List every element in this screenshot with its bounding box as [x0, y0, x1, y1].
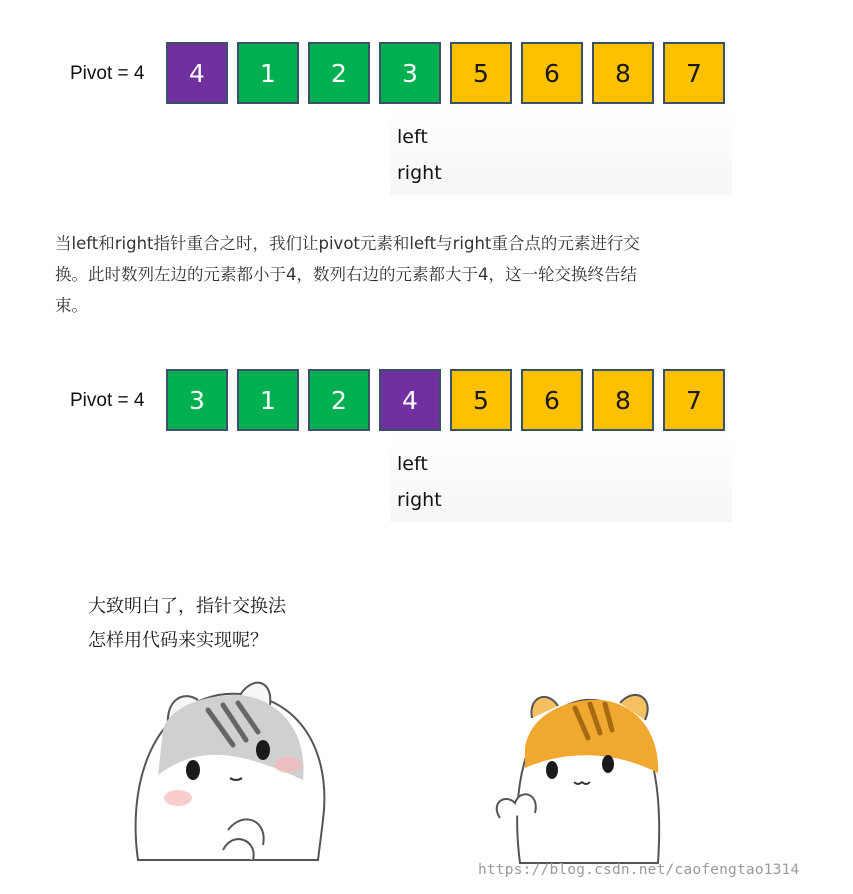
- left-pointer-label: left: [397, 126, 428, 148]
- orange-hamster-illustration: [490, 678, 670, 868]
- cartoon-caption-line-2: 怎样用代码来实现呢？: [88, 630, 268, 651]
- left-pointer-label: left: [397, 453, 428, 475]
- watermark-url: https://blog.csdn.net/caofengtao1314: [478, 862, 800, 878]
- pivot-label: Pivot = 4: [70, 63, 145, 84]
- array-cell: 6: [521, 369, 583, 431]
- grey-hamster-illustration: [128, 670, 348, 870]
- right-pointer-label: right: [397, 162, 442, 184]
- array-cell: 5: [450, 42, 512, 104]
- explanation-paragraph: [55, 228, 745, 321]
- right-pointer-label: right: [397, 489, 442, 511]
- array-cell: 1: [237, 369, 299, 431]
- array-cell: 2: [308, 42, 370, 104]
- paragraph-line: 换。此时数列左边的元素都小于4，数列右边的元素都大于4，这一轮交换终告结: [55, 265, 637, 284]
- array-cell: 7: [663, 42, 725, 104]
- array-cell: 8: [592, 369, 654, 431]
- array-cell: 8: [592, 42, 654, 104]
- array-cell: 3: [379, 42, 441, 104]
- pivot-label: Pivot = 4: [70, 390, 145, 411]
- array-cell: 6: [521, 42, 583, 104]
- paragraph-line: 束。: [55, 296, 88, 315]
- cartoon-caption-line-1: 大致明白了，指针交换法: [88, 596, 286, 617]
- array-cell: 5: [450, 369, 512, 431]
- array-cell: 4: [166, 42, 228, 104]
- array-cell: 4: [379, 369, 441, 431]
- array-cell: 1: [237, 42, 299, 104]
- array-cell: 7: [663, 369, 725, 431]
- array-cell: 2: [308, 369, 370, 431]
- array-cell: 3: [166, 369, 228, 431]
- paragraph-line: 当left和right指针重合之时，我们让pivot元素和left与right重合点的元素进行交: [55, 234, 640, 253]
